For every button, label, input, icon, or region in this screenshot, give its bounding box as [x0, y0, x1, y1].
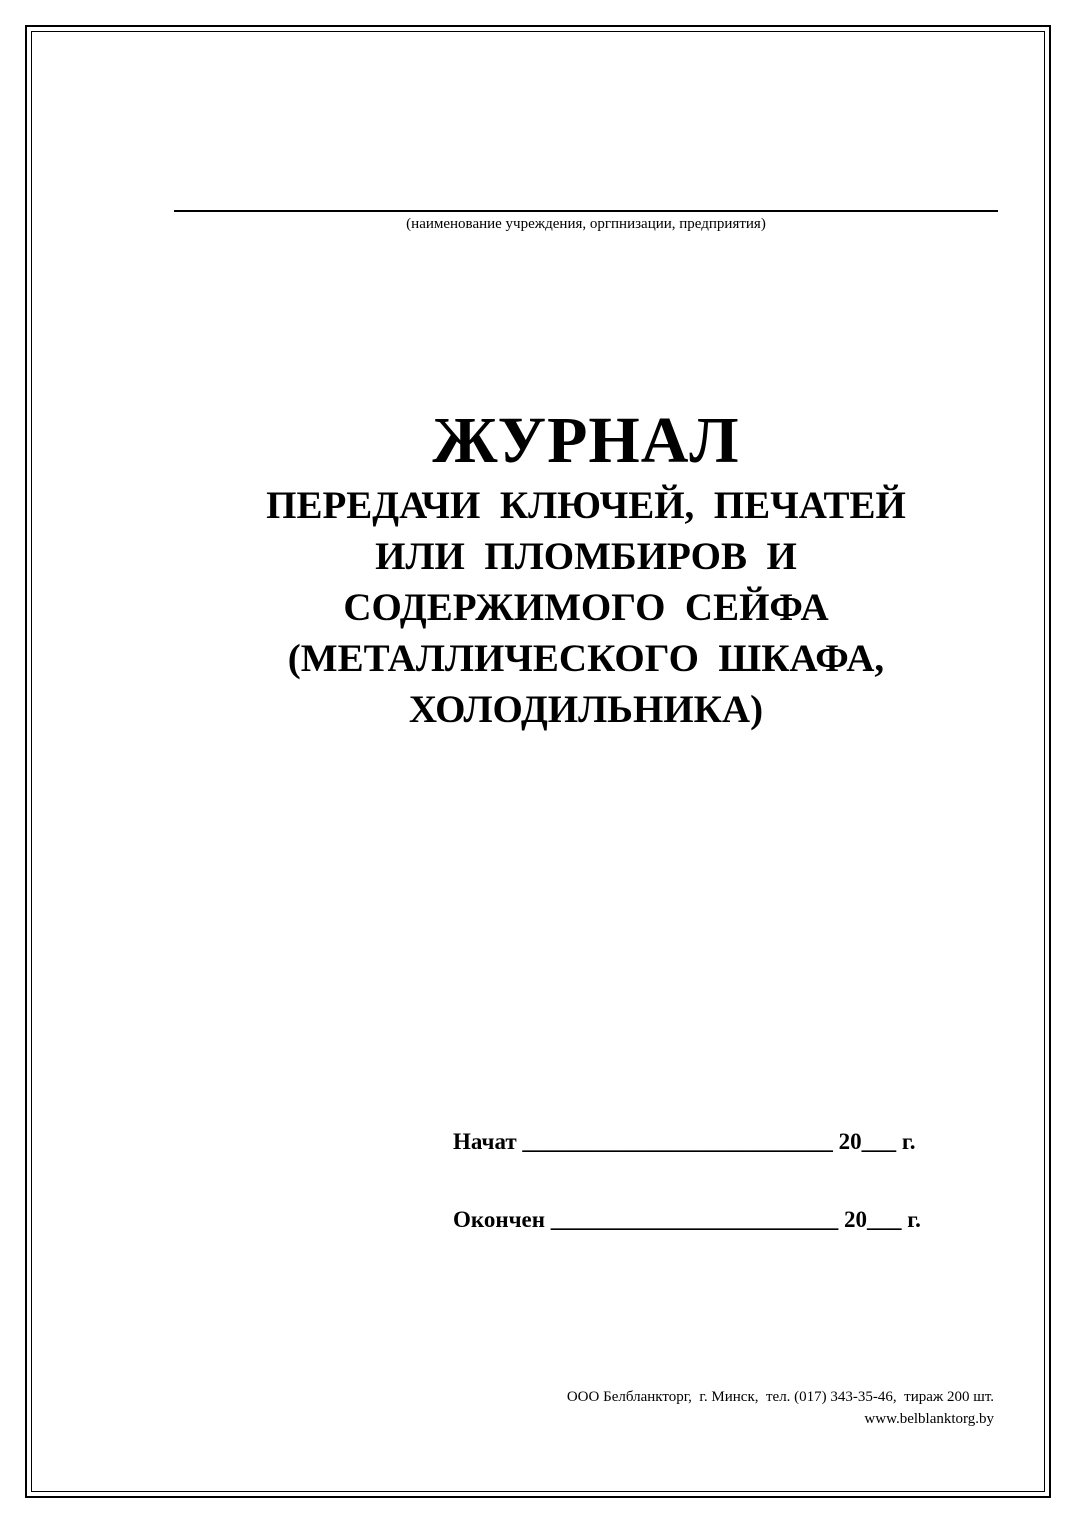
publisher-details: ООО Белбланкторг, г. Минск, тел. (017) 343-35-46, тираж 200 шт.: [566, 1389, 994, 1405]
title-line-3: СОДЕРЖИМОГО СЕЙФА: [343, 586, 829, 629]
title-line-2: ИЛИ ПЛОМБИРОВ И: [375, 535, 797, 578]
organization-name-line: [174, 210, 998, 212]
title-line-5: ХОЛОДИЛЬНИКА): [408, 688, 764, 731]
started-date-field: Начат ___________________________ 20___ г.: [453, 1129, 916, 1154]
title-main: ЖУРНАЛ: [432, 404, 740, 477]
organization-caption: (наименование учреждения, оргпнизации, предприятия): [406, 216, 766, 232]
finished-date-field: Окончен _________________________ 20___ г.: [453, 1207, 921, 1232]
publisher-info: [567, 1386, 994, 1430]
title-line-1: ПЕРЕДАЧИ КЛЮЧЕЙ, ПЕЧАТЕЙ: [266, 484, 906, 527]
title-line-4: (МЕТАЛЛИЧЕСКОГО ШКАФА,: [287, 637, 885, 680]
journal-title: [160, 402, 1012, 735]
page-border-inner: [31, 31, 1045, 1492]
publisher-website: www.belblanktorg.by: [864, 1411, 994, 1427]
